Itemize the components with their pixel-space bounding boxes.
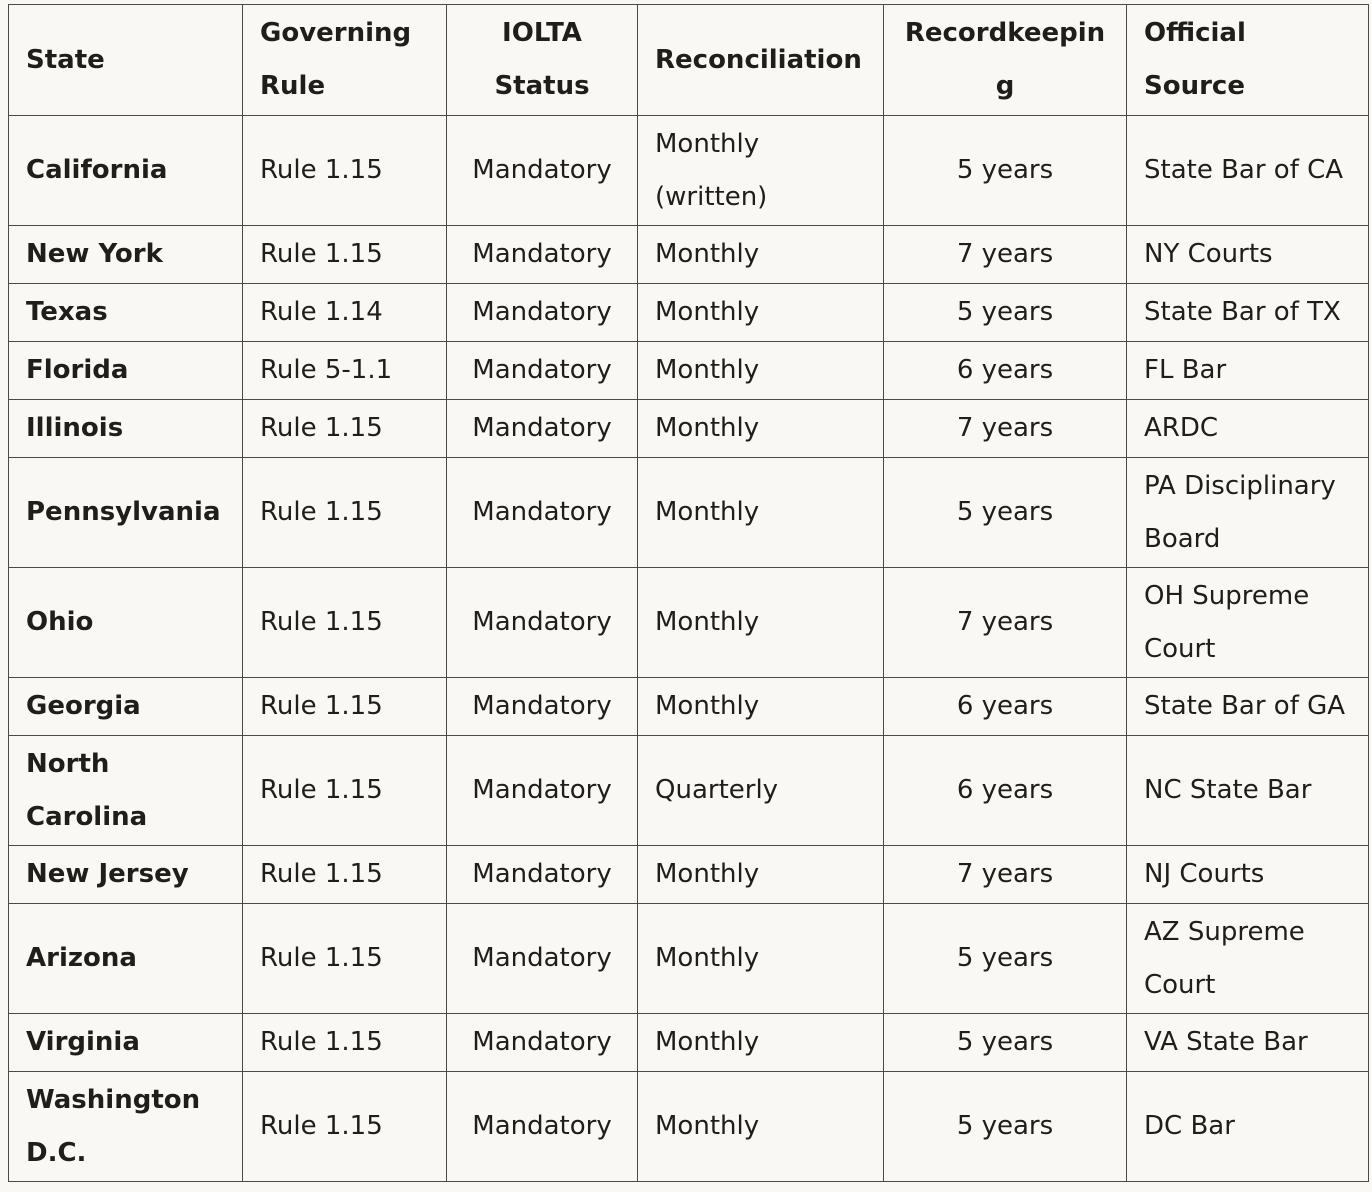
- cell-official-source: FL Bar: [1127, 342, 1369, 400]
- table-row: [9, 458, 1369, 568]
- header-iolta-status: IOLTA Status: [447, 5, 638, 116]
- cell-reconciliation: Monthly: [638, 1072, 884, 1182]
- cell-iolta-status: Mandatory: [447, 846, 638, 904]
- cell-reconciliation: Monthly (written): [638, 116, 884, 226]
- cell-state: Georgia: [9, 678, 243, 736]
- cell-state: Ohio: [9, 568, 243, 678]
- cell-official-source: VA State Bar: [1127, 1014, 1369, 1072]
- cell-state: New Jersey: [9, 846, 243, 904]
- cell-governing-rule: Rule 1.15: [243, 400, 447, 458]
- cell-iolta-status: Mandatory: [447, 342, 638, 400]
- cell-iolta-status: Mandatory: [447, 904, 638, 1014]
- cell-official-source: State Bar of GA: [1127, 678, 1369, 736]
- cell-governing-rule: Rule 1.15: [243, 846, 447, 904]
- cell-governing-rule: Rule 1.15: [243, 904, 447, 1014]
- cell-governing-rule: Rule 1.15: [243, 678, 447, 736]
- table-header: [9, 5, 1369, 116]
- cell-recordkeeping: 6 years: [884, 678, 1127, 736]
- table-row: [9, 568, 1369, 678]
- cell-recordkeeping: 7 years: [884, 226, 1127, 284]
- cell-official-source: AZ Supreme Court: [1127, 904, 1369, 1014]
- cell-governing-rule: Rule 1.15: [243, 1014, 447, 1072]
- table-row: [9, 284, 1369, 342]
- cell-iolta-status: Mandatory: [447, 458, 638, 568]
- cell-iolta-status: Mandatory: [447, 284, 638, 342]
- cell-iolta-status: Mandatory: [447, 678, 638, 736]
- cell-reconciliation: Monthly: [638, 284, 884, 342]
- cell-official-source: PA Disciplinary Board: [1127, 458, 1369, 568]
- cell-iolta-status: Mandatory: [447, 1072, 638, 1182]
- cell-recordkeeping: 6 years: [884, 342, 1127, 400]
- cell-recordkeeping: 5 years: [884, 458, 1127, 568]
- table-row: [9, 116, 1369, 226]
- cell-state: North Carolina: [9, 736, 243, 846]
- cell-state: Virginia: [9, 1014, 243, 1072]
- cell-reconciliation: Monthly: [638, 458, 884, 568]
- trust-account-rules-table: [8, 4, 1369, 1182]
- cell-reconciliation: Monthly: [638, 400, 884, 458]
- cell-recordkeeping: 5 years: [884, 904, 1127, 1014]
- cell-reconciliation: Monthly: [638, 226, 884, 284]
- cell-iolta-status: Mandatory: [447, 568, 638, 678]
- cell-reconciliation: Monthly: [638, 678, 884, 736]
- header-state: State: [9, 5, 243, 116]
- table-row: [9, 342, 1369, 400]
- cell-governing-rule: Rule 1.15: [243, 226, 447, 284]
- cell-reconciliation: Monthly: [638, 342, 884, 400]
- trust-account-rules-table-container: [8, 4, 1369, 1182]
- cell-governing-rule: Rule 5-1.1: [243, 342, 447, 400]
- cell-official-source: State Bar of TX: [1127, 284, 1369, 342]
- table-row: [9, 736, 1369, 846]
- cell-recordkeeping: 7 years: [884, 846, 1127, 904]
- cell-recordkeeping: 5 years: [884, 284, 1127, 342]
- cell-recordkeeping: 5 years: [884, 1014, 1127, 1072]
- cell-state: Illinois: [9, 400, 243, 458]
- cell-governing-rule: Rule 1.15: [243, 116, 447, 226]
- cell-state: California: [9, 116, 243, 226]
- cell-state: New York: [9, 226, 243, 284]
- cell-recordkeeping: 5 years: [884, 116, 1127, 226]
- cell-state: Arizona: [9, 904, 243, 1014]
- cell-governing-rule: Rule 1.15: [243, 568, 447, 678]
- cell-reconciliation: Monthly: [638, 846, 884, 904]
- cell-official-source: OH Supreme Court: [1127, 568, 1369, 678]
- header-recordkeeping: Recordkeeping: [884, 5, 1127, 116]
- cell-recordkeeping: 6 years: [884, 736, 1127, 846]
- cell-official-source: NC State Bar: [1127, 736, 1369, 846]
- cell-iolta-status: Mandatory: [447, 736, 638, 846]
- cell-governing-rule: Rule 1.15: [243, 1072, 447, 1182]
- cell-official-source: NJ Courts: [1127, 846, 1369, 904]
- cell-reconciliation: Monthly: [638, 1014, 884, 1072]
- cell-recordkeeping: 7 years: [884, 400, 1127, 458]
- table-row: [9, 678, 1369, 736]
- cell-reconciliation: Monthly: [638, 904, 884, 1014]
- table-row: [9, 1014, 1369, 1072]
- table-body: [9, 116, 1369, 1182]
- cell-state: Florida: [9, 342, 243, 400]
- cell-governing-rule: Rule 1.15: [243, 458, 447, 568]
- header-official-source: Official Source: [1127, 5, 1369, 116]
- cell-recordkeeping: 7 years: [884, 568, 1127, 678]
- cell-governing-rule: Rule 1.14: [243, 284, 447, 342]
- cell-iolta-status: Mandatory: [447, 116, 638, 226]
- cell-official-source: ARDC: [1127, 400, 1369, 458]
- cell-recordkeeping: 5 years: [884, 1072, 1127, 1182]
- cell-state: Texas: [9, 284, 243, 342]
- cell-reconciliation: Monthly: [638, 568, 884, 678]
- table-row: [9, 226, 1369, 284]
- cell-state: Pennsylvania: [9, 458, 243, 568]
- cell-official-source: DC Bar: [1127, 1072, 1369, 1182]
- cell-iolta-status: Mandatory: [447, 226, 638, 284]
- header-reconciliation: Reconciliation: [638, 5, 884, 116]
- cell-governing-rule: Rule 1.15: [243, 736, 447, 846]
- table-row: [9, 846, 1369, 904]
- cell-iolta-status: Mandatory: [447, 400, 638, 458]
- cell-state: Washington D.C.: [9, 1072, 243, 1182]
- cell-official-source: State Bar of CA: [1127, 116, 1369, 226]
- table-row: [9, 400, 1369, 458]
- cell-official-source: NY Courts: [1127, 226, 1369, 284]
- header-row: [9, 5, 1369, 116]
- header-governing-rule: Governing Rule: [243, 5, 447, 116]
- table-row: [9, 1072, 1369, 1182]
- cell-iolta-status: Mandatory: [447, 1014, 638, 1072]
- table-row: [9, 904, 1369, 1014]
- cell-reconciliation: Quarterly: [638, 736, 884, 846]
